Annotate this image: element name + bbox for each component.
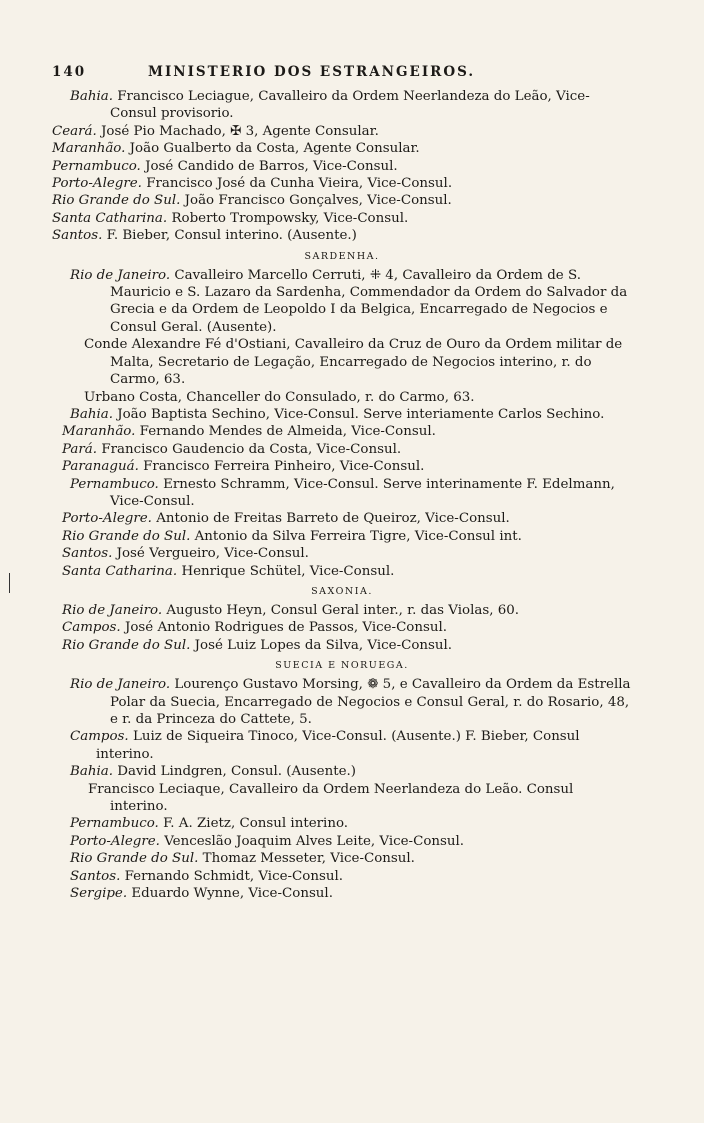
saxonia-list (52, 602, 632, 654)
list-item: Campos. Luiz de Siqueira Tinoco, Vice-Consul. (Ausente.) F. Bieber, Consul interino. (70, 729, 580, 762)
list-item: Francisco Leciaque, Cavalleiro da Ordem Neerlandeza do Leão. Consul interino. (88, 781, 574, 815)
section-heading-suecia: SUECIA E NORUEGA. (275, 660, 409, 672)
list-item: Bahia. David Lindgren, Consul. (Ausente.) (70, 764, 356, 780)
list-item: Rio Grande do Sul. João Francisco Gonçalves, Vice-Consul. (52, 193, 452, 209)
list-item: Pernambuco. F. A. Zietz, Consul interino. (70, 816, 349, 832)
list-item: Pernambuco. Ernesto Schramm, Vice-Consul. Serve interinamente F. Edelmann, Vice-Consul. (70, 476, 615, 509)
list-item: Sergipe. Eduardo Wynne, Vice-Consul. (70, 886, 333, 902)
list-item: Rio de Janeiro. Lourenço Gustavo Morsing, ❁ 5, e Cavalleiro da Ordem da Estrella Polar da Suecia, Encarregado de Negocios e Consul Geral, r. do Rosario, 48, e r. da Princeza do Cattete, 5. (70, 677, 631, 727)
list-item: Rio de Janeiro. Cavalleiro Marcello Cerruti, ⁜ 4, Cavalleiro da Ordem de S. Mauricio e S. Lazaro da Sardenha, Commendador da Ordem do Salvador da Grecia e da Ordem de Leopoldo I da Belgica, Encarregado de Negocios e Consul Geral. (Ausente). (70, 267, 628, 335)
list-item: Urbano Costa, Chanceller do Consulado, r. do Carmo, 63. (84, 389, 475, 405)
section-heading-sardenha: SARDENHA. (304, 250, 380, 262)
list-item: Porto-Alegre. Francisco José da Cunha Vieira, Vice-Consul. (52, 176, 453, 192)
page-number: 140 (52, 64, 87, 80)
section-heading-saxonia: SAXONIA. (311, 585, 373, 597)
page-header (52, 64, 652, 84)
list-item: Rio de Janeiro. Augusto Heyn, Consul Geral inter., r. das Violas, 60. (62, 602, 520, 618)
suecia-list (52, 676, 632, 902)
list-item: Pernambuco. José Candido de Barros, Vice-Consul. (52, 158, 398, 174)
block1-list (52, 88, 632, 245)
list-item: Conde Alexandre Fé d'Ostiani, Cavalleiro da Cruz de Ouro da Ordem militar de Malta, Secretario de Legação, Encarregado de Negocios interino, r. do Carmo, 63. (84, 337, 623, 388)
list-item: Rio Grande do Sul. José Luiz Lopes da Silva, Vice-Consul. (62, 637, 453, 653)
list-item: Santa Catharina. Henrique Schütel, Vice-Consul. (62, 563, 395, 579)
list-item: Rio Grande do Sul. Thomaz Messeter, Vice-Consul. (70, 851, 415, 867)
list-item: Porto-Alegre. Venceslão Joaquim Alves Leite, Vice-Consul. (70, 833, 465, 849)
running-title: MINISTERIO DOS ESTRANGEIROS. (148, 64, 476, 80)
margin-mark (9, 573, 10, 593)
list-item: Pará. Francisco Gaudencio da Costa, Vice-Consul. (62, 441, 402, 457)
sardenha-list (52, 267, 632, 580)
page-content (52, 88, 632, 902)
list-item: Santos. F. Bieber, Consul interino. (Ausente.) (52, 228, 357, 244)
list-item: Campos. José Antonio Rodrigues de Passos, Vice-Consul. (62, 620, 448, 636)
list-item: Ceará. José Pio Machado, ✠ 3, Agente Consular. (52, 123, 379, 139)
list-item: Paranaguá. Francisco Ferreira Pinheiro, Vice-Consul. (62, 459, 425, 475)
list-item: Santos. José Vergueiro, Vice-Consul. (62, 546, 309, 562)
list-item: Santa Catharina. Roberto Trompowsky, Vice-Consul. (52, 210, 409, 226)
list-item: Porto-Alegre. Antonio de Freitas Barreto de Queiroz, Vice-Consul. (62, 511, 510, 527)
list-item: Maranhão. João Gualberto da Costa, Agente Consular. (52, 141, 420, 157)
list-item: Rio Grande do Sul. Antonio da Silva Ferreira Tigre, Vice-Consul int. (62, 528, 522, 544)
list-item: Maranhão. Fernando Mendes de Almeida, Vice-Consul. (62, 424, 436, 440)
list-item: Bahia. João Baptista Sechino, Vice-Consul. Serve interiamente Carlos Sechino. (70, 406, 605, 422)
list-item: Bahia. Francisco Leciague, Cavalleiro da Ordem Neerlandeza do Leão, Vice-Consul provisorio. (70, 89, 590, 122)
list-item: Santos. Fernando Schmidt, Vice-Consul. (70, 868, 344, 884)
